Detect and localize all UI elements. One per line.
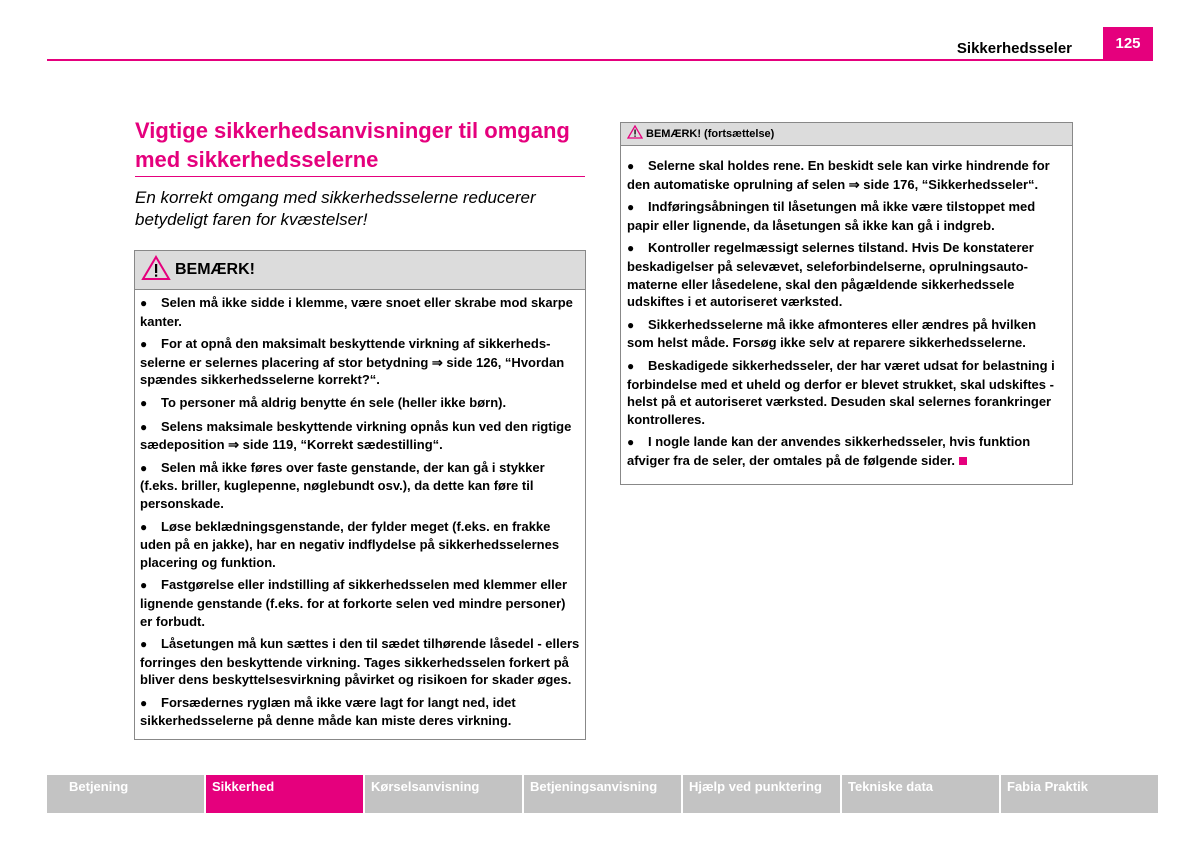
list-item-text: Selens maksimale beskyttende virkning opnås kun ved den rigtige sædeposition ⇒ side 119, “Korrekt sædestilling“. bbox=[140, 418, 572, 453]
header-rule bbox=[47, 59, 1153, 61]
list-item-text: Låsetungen må kun sættes i den til sædet tilhørende låsedel - ellers forringes den beskyttende virkning. Tages sikkerhedsselen forkert på bliver dens beskyttelsesvirkning påvirket og risikoen for skader øges. bbox=[140, 636, 580, 688]
list-item-text: I nogle lande kan der anvendes sikkerhedsseler, hvis funktion afviger fra de seler, der omtales på de følgende sider. bbox=[627, 434, 1031, 468]
list-item-text: Forsædernes ryglæn må ikke være lagt for langt ned, idet sikkerhedsselerne på denne måde kan miste deres virkning. bbox=[140, 694, 516, 729]
list-item bbox=[627, 433, 1066, 469]
warning-box-heading: BEMÆRK! bbox=[175, 261, 255, 278]
bullet-icon: ● bbox=[627, 435, 635, 450]
bullet-icon: ● bbox=[140, 337, 148, 352]
list-item-text: Selerne skal holdes rene. En beskidt sele kan virke hindrende for den automatiske oprulning af selen ⇒ side 176, “Sikkerhedsseler“. bbox=[627, 158, 1050, 192]
warning-triangle-icon bbox=[141, 255, 171, 286]
warning-box-heading: BEMÆRK! (fortsættelse) bbox=[646, 128, 775, 140]
list-item-text: Kontroller regelmæssigt selernes tilstand. Hvis De konstaterer beskadigelser på selevævet, seleforbindelserne, oprulningsautomaterne eller låsedelene, skal den pågældende sikkerhedssele udskiftes i et autoriseret værksted. bbox=[627, 240, 1034, 310]
warning-box-header bbox=[621, 123, 1072, 146]
page-number: 125 bbox=[1103, 27, 1153, 60]
section-nav bbox=[47, 775, 1160, 813]
bullet-icon: ● bbox=[140, 578, 148, 593]
bullet-icon: ● bbox=[140, 419, 148, 434]
bullet-icon: ● bbox=[140, 296, 148, 310]
bullet-icon: ● bbox=[140, 695, 148, 710]
bullet-icon: ● bbox=[140, 395, 148, 410]
tab-fabia-praktik[interactable]: Fabia Praktik bbox=[1001, 775, 1158, 813]
list-item bbox=[140, 335, 581, 389]
list-item bbox=[627, 198, 1066, 234]
bullet-icon: ● bbox=[627, 358, 635, 373]
page-title: Vigtige sikkerhedsanvisninger til omgang med sikkerhedsselerne bbox=[135, 118, 570, 172]
list-item-text: Beskadigede sikkerhedsseler, der har været udsat for belastning i forbindelse med et uheld og derfor er blevet strukket, skal udskiftes - helst på et autoriseret værksted. Desuden skal selernes forankringer kontrolleres. bbox=[627, 357, 1055, 427]
bullet-icon: ● bbox=[627, 200, 635, 215]
list-item bbox=[140, 635, 581, 689]
bullet-icon: ● bbox=[140, 460, 148, 475]
tab-hjælp-ved-punktering[interactable]: Hjælp ved punktering bbox=[683, 775, 840, 813]
list-item-text: Indføringsåbningen til låsetungen må ikke være tilstoppet med papir eller lignende, da låsetungen så ikke kan gå i indgreb. bbox=[627, 199, 1036, 233]
list-item bbox=[140, 576, 581, 630]
list-item bbox=[140, 294, 581, 330]
tab-sikkerhed[interactable]: Sikkerhed bbox=[206, 775, 363, 813]
warning-box-continued bbox=[620, 122, 1073, 485]
bullet-icon: ● bbox=[627, 159, 635, 173]
warning-list bbox=[135, 290, 585, 730]
list-item bbox=[627, 316, 1066, 352]
end-marker-icon bbox=[959, 457, 967, 465]
tab-kørselsanvisning[interactable]: Kørselsanvisning bbox=[365, 775, 522, 813]
list-item bbox=[140, 418, 581, 454]
tab-tekniske-data[interactable]: Tekniske data bbox=[842, 775, 999, 813]
warning-list bbox=[621, 146, 1072, 470]
bullet-icon: ● bbox=[140, 637, 148, 652]
list-item bbox=[627, 157, 1066, 193]
list-item-text: Selen må ikke sidde i klemme, være snoet eller skrabe mod skarpe kanter. bbox=[140, 295, 573, 329]
list-item-text: Selen må ikke føres over faste genstande, der kan gå i stykker (f.eks. briller, kuglepenne, nøglebundt osv.), da dette kan føre til personskade. bbox=[140, 459, 545, 511]
list-item bbox=[140, 518, 581, 572]
section-title: Sikkerhedsseler bbox=[956, 40, 1072, 57]
list-item-text: Sikkerhedsselerne må ikke afmonteres eller ændres på hvilken som helst måde. Forsøg ikke selv at reparere sikkerhedsselerne. bbox=[627, 316, 1037, 351]
list-item-text: Løse beklædningsgenstande, der fylder meget (f.eks. en frakke uden på en jakke), har en negativ indflydelse på sikkerhedsselernes placering og funktion. bbox=[140, 518, 560, 570]
warning-box bbox=[134, 250, 586, 740]
tab-betjeningsanvisning[interactable]: Betjeningsanvisning bbox=[524, 775, 681, 813]
list-item bbox=[140, 394, 581, 413]
lead-text: En korrekt omgang med sikkerhedsselerne reducerer betydeligt faren for kvæstelser! bbox=[135, 188, 536, 229]
tab-betjening[interactable]: Betjening bbox=[47, 775, 204, 813]
bullet-icon: ● bbox=[140, 519, 148, 534]
list-item-text: Fastgørelse eller indstilling af sikkerhedsselen med klemmer eller lignende genstande (f.eks. for at forkorte selen ved mindre personer) er forbudt. bbox=[140, 577, 568, 629]
list-item bbox=[140, 459, 581, 513]
list-item bbox=[140, 694, 581, 730]
list-item-text: To personer må aldrig benytte én sele (heller ikke børn). bbox=[161, 394, 507, 410]
bullet-icon: ● bbox=[627, 317, 635, 332]
title-rule bbox=[135, 176, 585, 177]
list-item bbox=[627, 357, 1066, 428]
bullet-icon: ● bbox=[627, 241, 635, 256]
list-item-text: For at opnå den maksimalt beskyttende virkning af sikkerhedsselerne er selernes placering af stor betydning ⇒ side 126, “Hvordan spændes sikkerhedsselerne korrekt?“. bbox=[140, 336, 565, 388]
warning-box-header bbox=[135, 251, 585, 290]
warning-triangle-icon bbox=[627, 125, 643, 144]
list-item bbox=[627, 239, 1066, 310]
